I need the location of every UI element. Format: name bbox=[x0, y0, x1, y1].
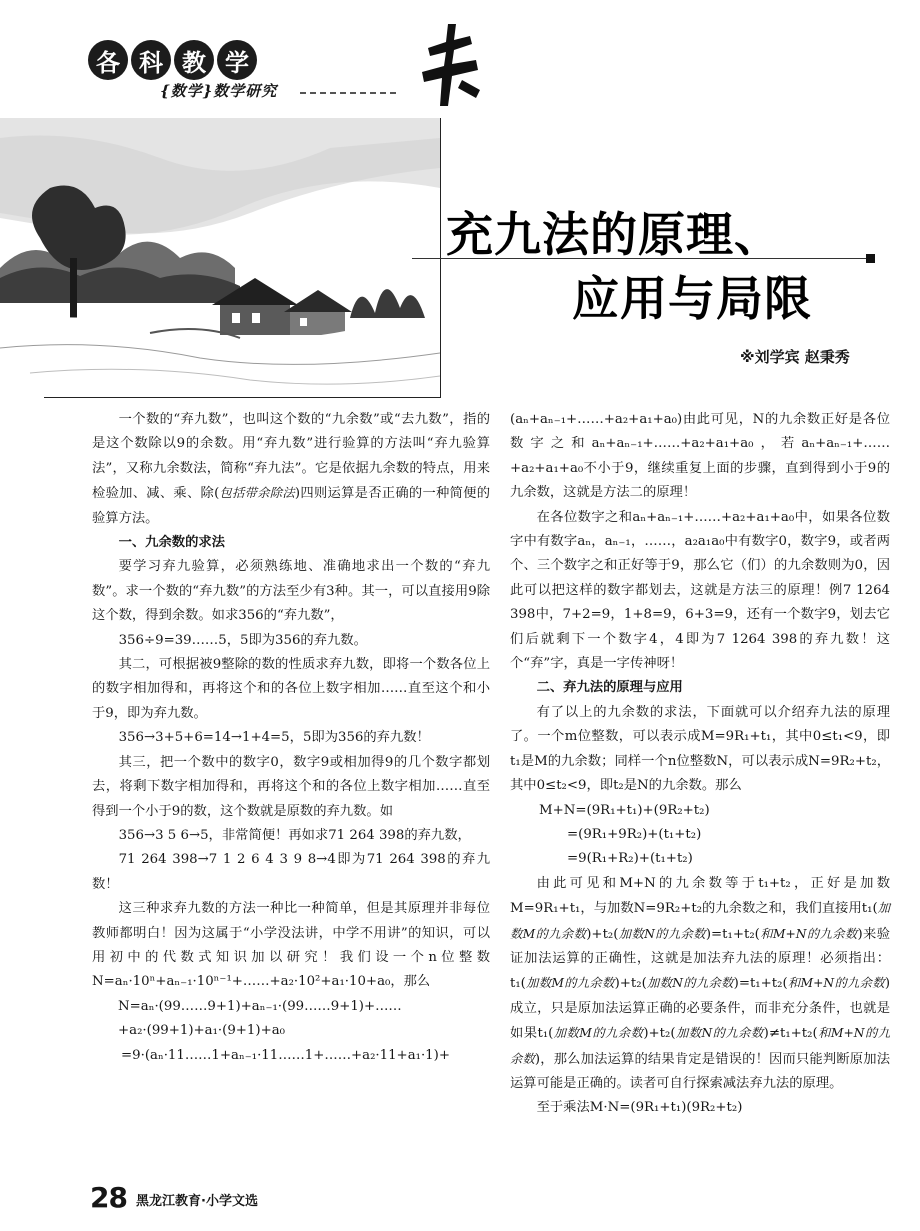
title-square-marker bbox=[866, 254, 875, 263]
body-right-column bbox=[510, 408, 890, 1121]
paragraph-text: )+t₂( bbox=[586, 926, 619, 942]
journal-name: 黑龙江教育·小学文选 bbox=[136, 1194, 258, 1209]
paragraph: 356÷9=39……5，5即为356的弃九数。 bbox=[118, 632, 367, 648]
paragraph: 356→3 5 6→5，非常简便！再如求71 264 398的弃九数， bbox=[118, 827, 471, 843]
paragraph: 至于乘法M·N=(9R₁+t₁)(9R₂+t₂) bbox=[536, 1100, 743, 1116]
paragraph-note: 加数N的九余数 bbox=[646, 976, 734, 991]
equation: =9·(aₙ·11……1+aₙ₋₁·11……1+……+a₂·11+a₁·1)+ bbox=[121, 1047, 450, 1063]
paragraph-note: 和M+N的九余数 bbox=[510, 1026, 890, 1066]
paragraph-text: )≠t₁+t₂( bbox=[763, 1026, 818, 1042]
paragraph bbox=[510, 872, 890, 1097]
paragraph-text: 一个数的“弃九数”，也叫这个数的“九余数”或“去九数”，指的是这个数除以9的余数。用“弃九数”进行验算的方法叫“弃九验算法”，又称九余数法，简称“弃九法”。它是依据九余数的特点，用来检验加、减、乘、除( bbox=[92, 412, 490, 502]
badge-char: 各 bbox=[88, 40, 128, 80]
section-heading: 一、九余数的求法 bbox=[118, 535, 225, 551]
page-number: 28 bbox=[90, 1181, 127, 1214]
paragraph: 其二，可根据被9整除的数的性质求弃九数，即将一个数各位上的数字相加得和，再将这个和的各位上数字相加……直至这个和小于9，即为弃九数。 bbox=[92, 657, 490, 721]
equation: =(9R₁+9R₂)+(t₁+t₂) bbox=[567, 826, 702, 842]
paragraph: 在各位数字之和aₙ+aₙ₋₁+……+a₂+a₁+a₀中，如果各位数字中有数字aₙ，aₙ₋₁，……，a₂a₁a₀中有数字0，数字9，或者两个、三个数字之和正好等于9，那么它（们）的九余数则为0，因此可以把这样的数字都划去，这就是方法三的原理！例7 1264 398中，7+2=9，1+8=9，6+3=9，还有一个数字9，划去它们后就剩下一个数字4，4即为7 1264 398的弃九数！这个“弃”字，真是一字传神呀！ bbox=[510, 509, 890, 672]
paragraph-text: )四则运算是否正确的一种简便的验算方法。 bbox=[92, 486, 490, 526]
illustration-border-bottom bbox=[44, 397, 440, 398]
header-dashed-rule bbox=[300, 92, 396, 94]
paragraph: 356→3+5+6=14→1+4=5，5即为356的弃九数！ bbox=[118, 730, 430, 746]
section-subtag: {数学}数学研究 bbox=[160, 82, 278, 100]
paragraph: 有了以上的九余数的求法，下面就可以介绍弃九法的原理了。一个m位整数，可以表示成M=9R₁+t₁，其中0≤t₁<9，即t₁是M的九余数；同样一个n位整数N，可以表示成N=9R₂+t₂，其中0≤t₂<9，即t₂是N的九余数。那么 bbox=[510, 704, 890, 794]
paragraph-note: 和M+N的九余数 bbox=[759, 926, 858, 941]
equation: M+N=(9R₁+t₁)+(9R₂+t₂) bbox=[539, 802, 710, 818]
paragraph: 这三种求弃九数的方法一种比一种简单，但是其原理并非每位教师都明白！因为这属于“小学没法讲，中学不用讲”的知识，可以用初中的代数式知识加以研究！我们设一个n位整数N=aₙ·10ⁿ+aₙ₋₁·10ⁿ⁻¹+……+a₂·10²+a₁·10+a₀，那么 bbox=[92, 901, 490, 990]
paragraph-text: 由此可见和M+N的九余数等于t₁+t₂，正好是加数M=9R₁+t₁，与加数N=9R₂+t₂的九余数之和，我们直接用t₁( bbox=[510, 875, 890, 917]
paragraph-text: )+t₂( bbox=[643, 1026, 676, 1042]
paragraph bbox=[92, 408, 490, 531]
column-badge bbox=[88, 40, 257, 84]
paragraph: 其三，把一个数中的数字0，数字9或相加得9的几个数字都划去，将剩下数字相加得和，再将这个和的各位上数字相加……直至得到一个小于9的数，这个数就是原数的弃九数。如 bbox=[92, 754, 490, 819]
badge-char: 科 bbox=[131, 40, 171, 80]
paragraph-note: 加数N的九余数 bbox=[618, 926, 706, 941]
article-title-line-1: 充九法的原理、 bbox=[446, 208, 782, 263]
section-heading: 二、弃九法的原理与应用 bbox=[536, 680, 683, 696]
paragraph-note: 加数M的九余数 bbox=[510, 901, 890, 941]
paragraph: 71 264 398→7 1 2 6 4 3 9 8→4即为71 264 398的弃九数！ bbox=[92, 852, 490, 892]
winter-landscape-illustration bbox=[0, 118, 440, 398]
paragraph-text: )+t₂( bbox=[614, 976, 647, 992]
paragraph-note: 加数M的九余数 bbox=[553, 1026, 644, 1041]
article-authors: ※刘学宾 赵秉秀 bbox=[740, 348, 850, 366]
paragraph-note: 和M+N的九余数 bbox=[787, 976, 885, 991]
body-left-column bbox=[92, 408, 490, 1068]
paragraph-text: )来验证加法运算的正确性，这就是加法弃九法的原理！必须指出：t₁( bbox=[510, 926, 890, 992]
paragraph-note: 加数N的九余数 bbox=[675, 1026, 764, 1041]
ink-brush-decoration-icon bbox=[418, 20, 488, 110]
article-title-line-2: 应用与局限 bbox=[572, 272, 812, 327]
badge-char: 教 bbox=[174, 40, 214, 80]
title-rule bbox=[412, 258, 870, 259]
paragraph-note: 加数M的九余数 bbox=[525, 976, 615, 991]
paragraph: (aₙ+aₙ₋₁+……+a₂+a₁+a₀)由此可见，N的九余数正好是各位数字之和aₙ+aₙ₋₁+……+a₂+a₁+a₀，若aₙ+aₙ₋₁+……+a₂+a₁+a₀不小于9，继续重复上面的步骤，直到得到小于9的九余数，这就是方法二的原理！ bbox=[510, 412, 890, 501]
paragraph-text: )，那么加法运算的结果肯定是错误的！因而只能判断原加法运算可能是正确的。读者可自行探索减法弃九法的原理。 bbox=[510, 1051, 890, 1091]
paragraph-text: )成立，只是原加法运算正确的必要条件，而非充分条件，也就是如果t₁( bbox=[510, 976, 891, 1042]
paragraph-text: )=t₁+t₂( bbox=[705, 926, 760, 942]
paragraph: 要学习弃九验算，必须熟练地、准确地求出一个数的“弃九数”。求一个数的“弃九数”的方法至少有3种。其一，可以直接用9除这个数，得到余数。如求356的“弃九数”， bbox=[92, 559, 490, 624]
paragraph-text: )=t₁+t₂( bbox=[733, 976, 788, 992]
equation: =9(R₁+R₂)+(t₁+t₂) bbox=[567, 851, 693, 867]
badge-char: 学 bbox=[217, 40, 257, 80]
equation: N=aₙ·(99……9+1)+aₙ₋₁·(99……9+1)+……+a₂·(99+1)+a₁·(9+1)+a₀ bbox=[118, 998, 402, 1039]
paragraph-note: 包括带余除法 bbox=[219, 486, 295, 501]
